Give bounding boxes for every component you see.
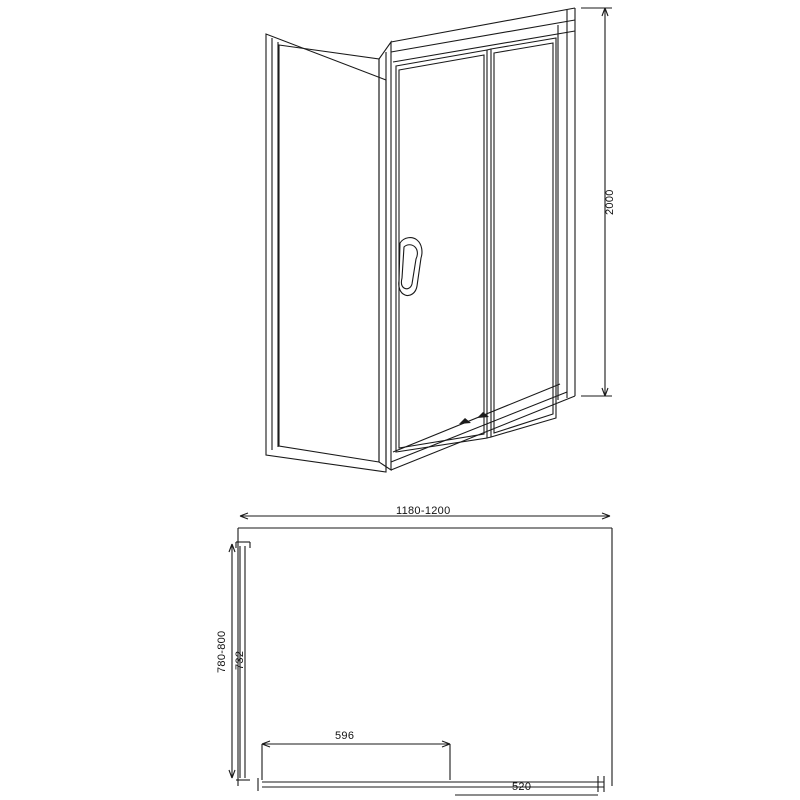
bottom-track-top [391, 396, 575, 470]
fixed-glass-panel [491, 38, 556, 437]
door-handle-inner [401, 245, 417, 289]
perspective-view-group [266, 8, 612, 472]
door-handle [399, 238, 422, 296]
side-panel-outline [266, 34, 386, 472]
bottom-track-inner [393, 384, 560, 452]
dim-label-height: 2000 [604, 189, 616, 215]
sliding-door-glass [399, 55, 484, 448]
sliding-door-panel [396, 50, 487, 452]
dim-label-depth: 780-800 [216, 630, 228, 673]
dim-label-side-panel-width: 596 [335, 730, 355, 742]
dim-label-depth-inner: 732 [234, 650, 246, 670]
door-stile-bottom [487, 437, 491, 438]
fixed-panel-glass [494, 43, 553, 433]
door-stile-top [487, 49, 491, 50]
plan-view-group [229, 513, 612, 795]
dim-label-door-opening: 520 [512, 781, 532, 793]
corner-post [379, 42, 391, 470]
side-panel-glass [279, 45, 379, 462]
bottom-track-upper [391, 392, 567, 462]
dim-label-width: 1180-1200 [396, 505, 451, 517]
